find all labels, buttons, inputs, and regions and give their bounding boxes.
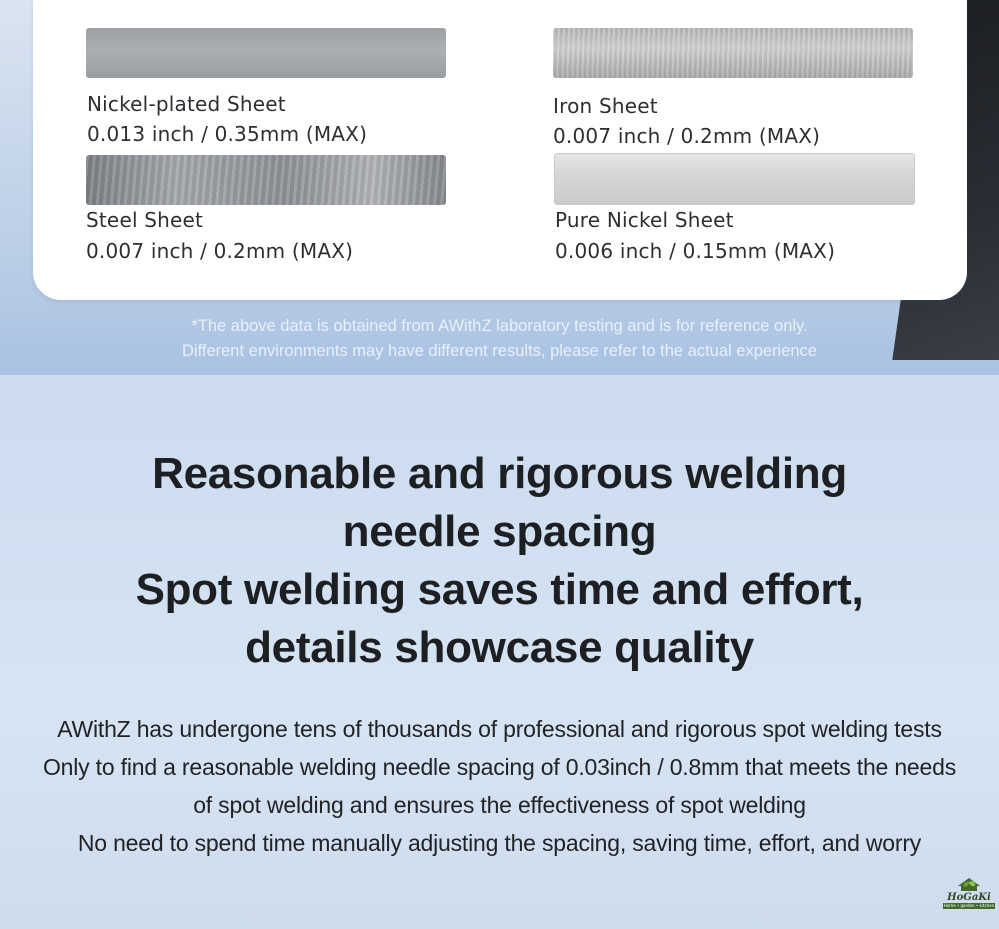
headline-line: needle spacing bbox=[342, 507, 657, 556]
house-leaf-icon bbox=[954, 876, 984, 892]
headline bbox=[0, 445, 999, 677]
steel-swatch bbox=[86, 155, 446, 205]
description bbox=[0, 710, 999, 862]
disclaimer-line-2: Different environments may have different results, please refer to the actual experience bbox=[182, 342, 817, 360]
sheet-spec: 0.006 inch / 0.15mm (MAX) bbox=[555, 239, 836, 263]
description-line: Only to find a reasonable welding needle spacing of 0.03inch / 0.8mm that meets the needs bbox=[42, 754, 956, 780]
logo-tagline: Home • garden • kitchen bbox=[943, 903, 995, 908]
description-line: AWithZ has undergone tens of thousands of professional and rigorous spot welding tests bbox=[57, 716, 942, 742]
description-line: of spot welding and ensures the effectiveness of spot welding bbox=[193, 792, 806, 818]
headline-line: Reasonable and rigorous welding bbox=[152, 449, 847, 498]
headline-line: Spot welding saves time and effort, bbox=[135, 565, 864, 614]
nickel-plated-swatch bbox=[86, 28, 446, 78]
headline-line: details showcase quality bbox=[245, 623, 754, 672]
sheet-spec: 0.007 inch / 0.2mm (MAX) bbox=[86, 239, 354, 263]
logo-name: HoGaKi bbox=[947, 892, 991, 903]
description-line: No need to spend time manually adjusting the spacing, saving time, effort, and worry bbox=[77, 830, 922, 856]
iron-swatch bbox=[553, 28, 913, 78]
material-card bbox=[33, 0, 967, 300]
disclaimer-line-1: *The above data is obtained from AWithZ laboratory testing and is for reference only. bbox=[191, 317, 808, 335]
sheet-name: Nickel-plated Sheet bbox=[87, 92, 286, 116]
sheet-spec: 0.013 inch / 0.35mm (MAX) bbox=[87, 122, 368, 146]
sheet-spec: 0.007 inch / 0.2mm (MAX) bbox=[553, 124, 821, 148]
sheet-name: Pure Nickel Sheet bbox=[555, 208, 734, 232]
pure-nickel-swatch bbox=[554, 153, 915, 205]
brand-logo bbox=[941, 876, 997, 918]
sheet-name: Iron Sheet bbox=[553, 94, 658, 118]
sheet-name: Steel Sheet bbox=[86, 208, 204, 232]
